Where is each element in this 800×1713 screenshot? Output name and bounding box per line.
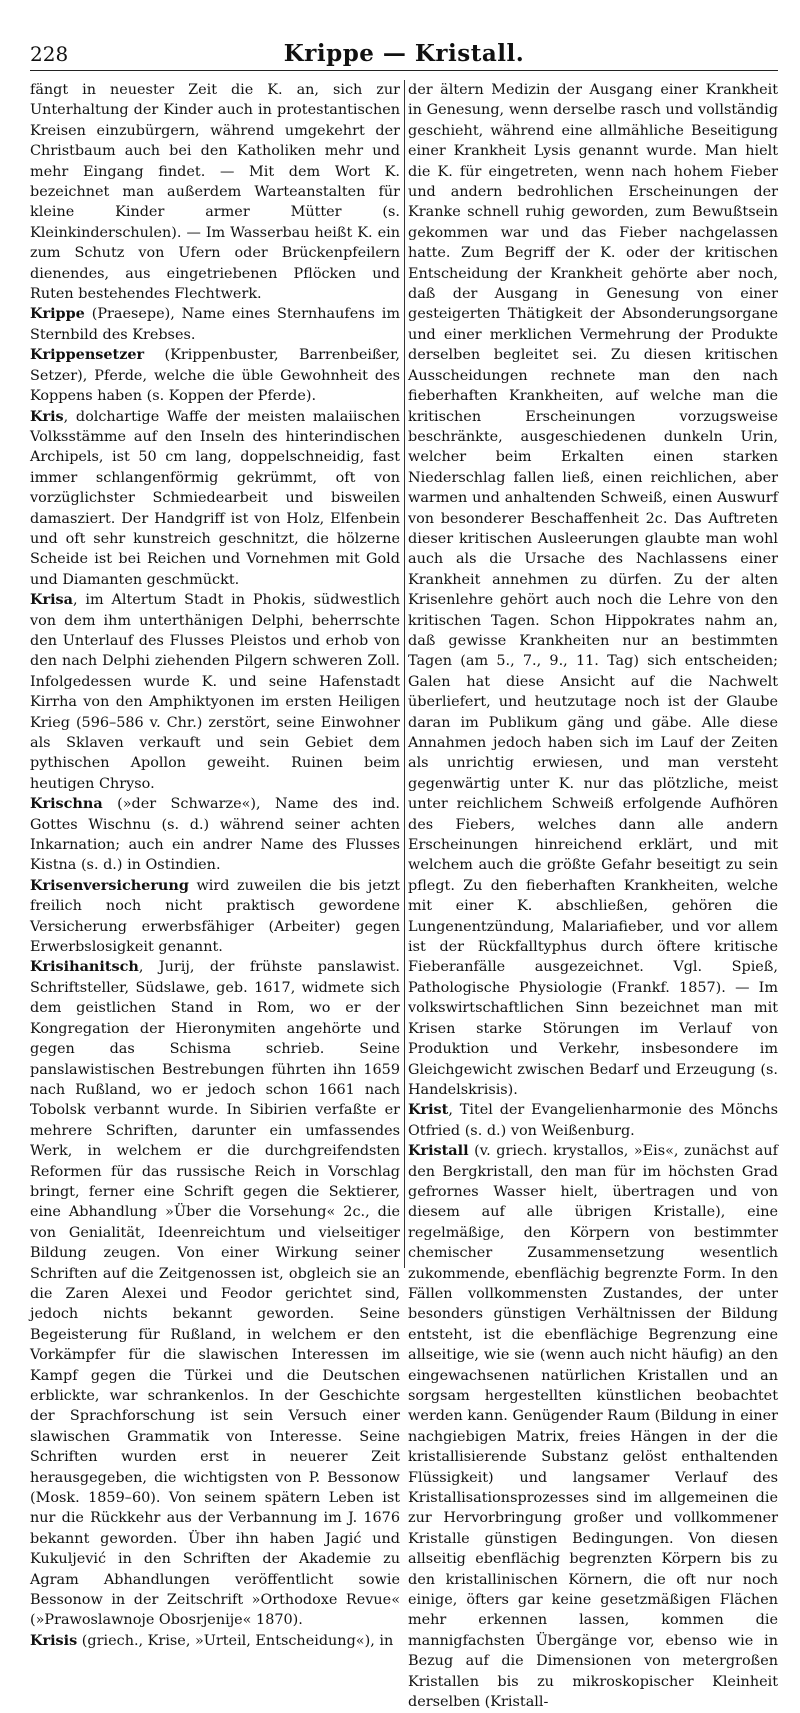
entry-headword: Krisis [30, 1631, 78, 1649]
entry-headword: Krippensetzer [30, 346, 145, 364]
entry-headword: Krippe [30, 305, 85, 323]
text-columns [30, 80, 778, 1711]
entry-headword: Krisa [30, 591, 73, 609]
column-divider [404, 80, 405, 1268]
entry-text: (griech., Krise, »Urteil, Entscheidung«), in [77, 1632, 394, 1649]
dictionary-entry [30, 876, 400, 958]
entry-headword: Krist [408, 1101, 449, 1119]
entry-text: , im Altertum Stadt in Phokis, südwestlich von dem ihm unterthänigen Delphi, beherrschte den Unterlauf des Flusses Pleistos und erhob von den nach Delphi ziehenden Pilgern schweren Zoll. Infolgedessen wurde K. und seine Hafenstadt Kirrha von den Amphiktyonen im ersten Heiligen Krieg (596–586 v. Chr.) zerstört, seine Einwohner als Sklaven verkauft und sein Gebiet dem pythischen Apollon geweiht. Ruinen beim heutigen Chryso. [30, 592, 400, 792]
entry-text: , Titel der Evangelienharmonie des Mönchs Otfried (s. d.) von Weißenburg. [408, 1102, 778, 1139]
entry-text: (Krippenbuster, Barrenbeißer, Setzer), Pferde, welche die üble Gewohnheit des Koppens haben (s. Koppen der Pferde). [30, 347, 400, 405]
entry-text: (»der Schwarze«), Name des ind. Gottes Wischnu (s. d.) während seiner achten Inkarnation; auch ein andrer Name des Flusses Kistna (s. d.) in Ostindien. [30, 796, 400, 874]
page-number: 228 [30, 42, 69, 66]
entry-text: , Jurij, der frühste panslawist. Schriftsteller, Südslawe, geb. 1617, widmete sich dem geistlichen Stand in Rom, wo er der Kongregation der Hieronymiten angehörte und gegen das Schisma schrieb. Seine panslawistischen Bestrebungen führten ihn 1659 nach Rußland, wo er jedoch schon 1661 nach Tobolsk verbannt wurde. In Sibirien verfaßte er mehrere Schriften, darunter ein umfassendes Werk, in welchem er die durchgreifendsten Reformen für das russische Reich in Vorschlag bringt, ferner eine Schrift gegen die Sektierer, eine Abhandlung »Über die Vorsehung« 2c., die von Genialität, Ideenreichtum und vielseitiger Bildung zeugen. Von einer Wirkung seiner Schriften auf die Zeitgenossen ist, obgleich sie an die Zaren Alexei und Feodor gerichtet sind, jedoch nichts bekannt geworden. Seine Begeisterung für Rußland, in welchem er den Vorkämpfer für die slawischen Interessen im Kampf gegen die Türkei und die Deutschen erblickte, war schrankenlos. In der Geschichte der Sprachforschung ist sein Versuch einer slawischen Grammatik von Interesse. Seine Schriften wurden erst in neuerer Zeit herausgegeben, die wichtigsten von P. Bessonow (Mosk. 1859–60). Von seinem spätern Leben ist nur die Rückkehr aus der Verbannung im J. 1676 bekannt geworden. Über ihn haben Jagić und Kukuljević in den Schriften der Akademie zu Agram Abhandlungen veröffentlicht sowie Bessonow in der Zeitschrift »Orthodoxe Revue« (»Prawoslawnoje Obosrjenije« 1870). [30, 959, 400, 1629]
entry-headword: Krisihanitsch [30, 958, 139, 976]
entry-headword: Kristall [408, 1142, 469, 1160]
entry-text: fängt in neuester Zeit die K. an, sich zur Unterhaltung der Kinder auch in protestantischen Kreisen einzubürgern, während umgekehrt der Christbaum auch bei den Katholiken mehr und mehr Eingang findet. — Mit dem Wort K. bezeichnet man außerdem Warteanstalten für kleine Kinder armer Mütter (s. Kleinkinderschulen). — Im Wasserbau heißt K. ein zum Schutz von Ufern oder Brückenpfeilern dienendes, aus eingetriebenen Pflöcken und Ruten bestehendes Flechtwerk. [30, 82, 400, 303]
dictionary-entry [30, 957, 400, 1630]
dictionary-entry [408, 1141, 778, 1712]
dictionary-entry [408, 1100, 778, 1141]
running-title: Krippe — Kristall. [283, 40, 525, 67]
entry-text: wird zuweilen die bis jetzt freilich noch nicht praktisch gewordene Versicherung erwerbsfähiger (Arbeiter) gegen Erwerbslosigkeit genannt. [30, 877, 400, 956]
entry-headword: Krischna [30, 795, 103, 813]
left-column [30, 80, 400, 1649]
dictionary-entry [30, 1631, 400, 1651]
dictionary-entry [30, 590, 400, 794]
entry-text: (Praesepe), Name eines Sternhaufens im Sternbild des Krebses. [30, 306, 400, 343]
right-column [408, 80, 778, 1711]
dictionary-entry [30, 80, 400, 304]
dictionary-entry [408, 80, 778, 1100]
entry-headword: Kris [30, 407, 64, 425]
dictionary-page [30, 40, 778, 1711]
page-header [30, 40, 778, 71]
dictionary-entry [30, 304, 400, 345]
entry-text: der ältern Medizin der Ausgang einer Krankheit in Genesung, wenn derselbe rasch und vollständig geschieht, während eine allmähliche Beseitigung einer Krankheit Lysis genannt wurde. Man hielt die K. für eingetreten, wenn nach hohem Fieber und andern bedrohlichen Erscheinungen der Kranke schnell ruhig geworden, zum Bewußtsein gekommen war und das Fieber nachgelassen hatte. Zum Begriff der K. oder der kritischen Entscheidung der Krankheit gehörte aber noch, daß der Ausgang in Genesung von einer gesteigerten Thätigkeit der Absonderungsorgane und einer merklichen Vermehrung der Produkte derselben begleitet sei. Zu diesen kritischen Ausscheidungen rechnete man den nach fieberhaften Krankheiten, auf welche man die kritischen Erscheinungen vorzugsweise beschränkte, ausgeschiedenen dunkeln Urin, welcher beim Erkalten einen starken Niederschlag fallen ließ, einen reichlichen, aber warmen und anhaltenden Schweiß, einen Auswurf von besonderer Beschaffenheit 2c. Das Auftreten dieser kritischen Ausleerungen glaubte man wohl auch als die Ursache des Nachlassens einer Krankheit annehmen zu dürfen. Zu der alten Krisenlehre gehört auch noch die Lehre von den kritischen Tagen. Schon Hippokrates nahm an, daß gewisse Krankheiten nur an bestimmten Tagen (am 5., 7., 9., 11. Tag) sich entscheiden; Galen hat diese Ansicht auf die Nachwelt überliefert, und heutzutage noch ist der Glaube daran im Publikum gäng und gäbe. Alle diese Annahmen jedoch haben sich im Lauf der Zeiten als unrichtig erwiesen, und man versteht gegenwärtig unter K. nur das plötzliche, meist unter reichlichem Schweiß erfolgende Aufhören des Fiebers, welches dann alle andern Erscheinungen hinreichend erklärt, und mit welchem auch die größte Gefahr beseitigt zu sein pflegt. Zu den fieberhaften Krankheiten, welche mit einer K. abschließen, gehören die Lungenentzündung, Malariafieber, und vor allem ist der Rückfalltyphus durch öftere kritische Fieberanfälle ausgezeichnet. Vgl. Spieß, Pathologische Physiologie (Frankf. 1857). — Im volkswirtschaftlichen Sinn bezeichnet man mit Krisen starke Störungen im Verlauf von Produktion und Verkehr, insbesondere im Gleichgewicht zwischen Bedarf und Erzeugung (s. Handelskrisis). [408, 82, 778, 1098]
entry-headword: Krisenversicherung [30, 876, 189, 894]
dictionary-entry [30, 794, 400, 876]
entry-text: (v. griech. krystallos, »Eis«, zunächst auf den Bergkristall, den man für im höchsten Grad gefrornes Wasser hielt, übertragen und von diesem auf alle übrigen Kristalle), eine regelmäßige, den Körpern von bestimmter chemischer Zusammensetzung wesentlich zukommende, ebenflächig begrenzte Form. In den Fällen vollkommensten Zustandes, der unter besonders günstigen Verhältnissen der Bildung entsteht, ist die ebenflächige Begrenzung eine allseitige, wie sie (wenn auch nicht häufig) an den eingewachsenen natürlichen Kristallen und an sorgsam hergestellten künstlichen beobachtet werden kann. Genügender Raum (Bildung in einer nachgiebigen Matrix, freies Hängen in der die kristallisierende Substanz gelöst enthaltenden Flüssigkeit) und langsamer Verlauf des Kristallisationsprozesses sind im allgemeinen die zur Hervorbringung großer und vollkommener Kristalle günstigen Bedingungen. Von diesen allseitig ebenflächig begrenzten Körpern bis zu den kristallinischen Körnern, die oft nur noch einige, öfters gar keine gesetzmäßigen Flächen mehr erkennen lassen, kommen die mannigfachsten Übergänge vor, ebenso wie in Bezug auf die Dimensionen von metergroßen Kristallen bis zu mikroskopischer Kleinheit derselben (Kristall- [408, 1143, 778, 1711]
dictionary-entry [30, 407, 400, 591]
entry-text: , dolchartige Waffe der meisten malaiischen Volksstämme auf den Inseln des hinterindischen Archipels, ist 50 cm lang, doppelschneidig, fast immer schlangenförmig gekrümmt, oft von vorzüglichster Schmiedearbeit und bisweilen damasziert. Der Handgriff ist von Holz, Elfenbein und oft sehr kunstreich geschnitzt, die hölzerne Scheide ist bei Reichen und Vornehmen mit Gold und Diamanten geschmückt. [30, 408, 400, 588]
dictionary-entry [30, 345, 400, 406]
